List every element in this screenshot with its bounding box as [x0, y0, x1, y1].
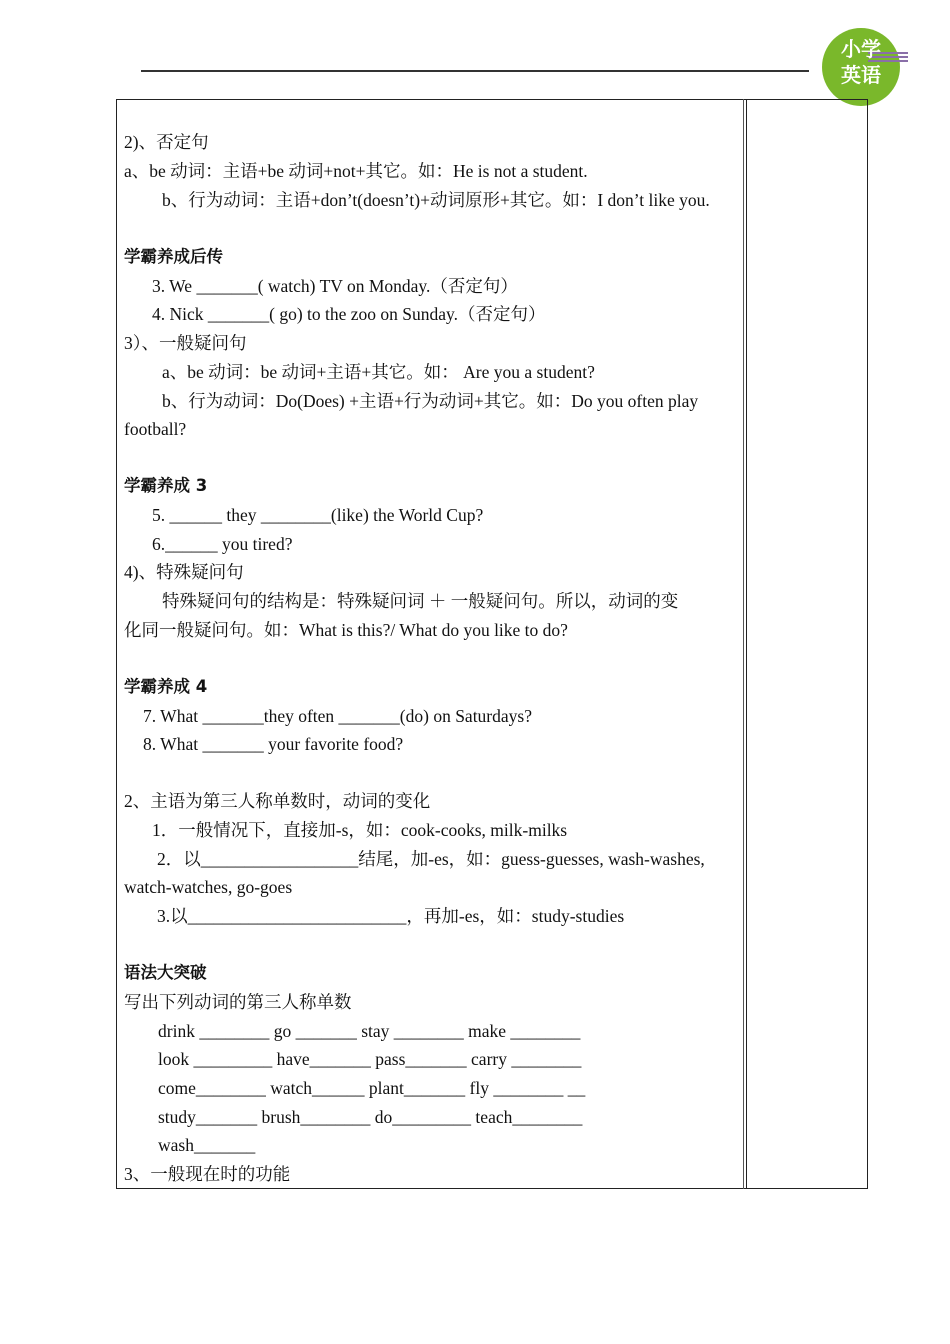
rule-text: watch-watches, go-goes	[124, 877, 293, 897]
table-column-divider-2	[746, 99, 747, 1189]
heading-question: 3）、一般疑问句	[124, 333, 247, 353]
exercise-item: 8. What _______ your favorite food?	[143, 734, 404, 754]
table-column-divider	[743, 99, 744, 1189]
section-title: 学霸养成 4	[124, 677, 208, 696]
verb-row: drink ________ go _______ stay ________ make ________	[158, 1021, 581, 1041]
section-title: 语法大突破	[124, 963, 207, 982]
rule-text: football?	[124, 419, 187, 439]
rule-text: a、be 动词：be 动词+主语+其它。如： Are you a student?	[162, 362, 595, 382]
heading-negative: 2)、否定句	[124, 132, 209, 152]
exercise-item: 3. We _______( watch) TV on Monday.（否定句）	[152, 276, 518, 296]
heading-third-person: 2、主语为第三人称单数时，动词的变化	[124, 791, 431, 811]
logo-text-line1: 小学	[841, 37, 881, 61]
rule-text: 特殊疑问句的结构是：特殊疑问词 ＋ 一般疑问句。所以，动词的变	[162, 591, 679, 611]
rule-text: 3.以_________________________，再加-es，如：study-studies	[157, 906, 625, 926]
exercise-item: 4. Nick _______( go) to the zoo on Sunday.（否定句）	[152, 304, 546, 324]
exercise-item: 7. What _______they often _______(do) on Saturdays?	[143, 706, 532, 726]
logo-text-line2: 英语	[841, 63, 881, 87]
exercise-instruction: 写出下列动词的第三人称单数	[124, 992, 352, 1012]
verb-row: come________ watch______ plant_______ fly ________ __	[158, 1078, 586, 1098]
rule-text: b、行为动词：主语+don’t(doesn’t)+动词原形+其它。如：I don’t like you.	[162, 190, 710, 210]
rule-text: 1．一般情况下，直接加-s，如：cook-cooks, milk-milks	[152, 820, 568, 840]
verb-row: look _________ have_______ pass_______ carry ________	[158, 1049, 582, 1069]
rule-text: a、be 动词：主语+be 动词+not+其它。如：He is not a student.	[124, 161, 588, 181]
verb-row: study_______ brush________ do_________ teach________	[158, 1107, 583, 1127]
header-rule	[141, 70, 809, 72]
rule-text: b、行为动词：Do(Does) +主语+行为动词+其它。如：Do you often play	[162, 391, 699, 411]
section-title: 学霸养成 3	[124, 476, 208, 495]
heading-wh-question: 4)、特殊疑问句	[124, 562, 244, 582]
verb-row: wash_______	[158, 1135, 256, 1155]
rule-text: 2．以__________________结尾，加-es，如：guess-guesses, wash-washes,	[157, 849, 705, 869]
exercise-item: 5. ______ they ________(like) the World Cup?	[152, 505, 484, 525]
exercise-item: 6.______ you tired?	[152, 534, 293, 554]
heading-function: 3、一般现在时的功能	[124, 1164, 291, 1184]
section-title: 学霸养成后传	[124, 247, 223, 266]
rule-text: 化同一般疑问句。如：What is this?/ What do you like to do?	[124, 620, 568, 640]
logo-text	[822, 36, 900, 88]
